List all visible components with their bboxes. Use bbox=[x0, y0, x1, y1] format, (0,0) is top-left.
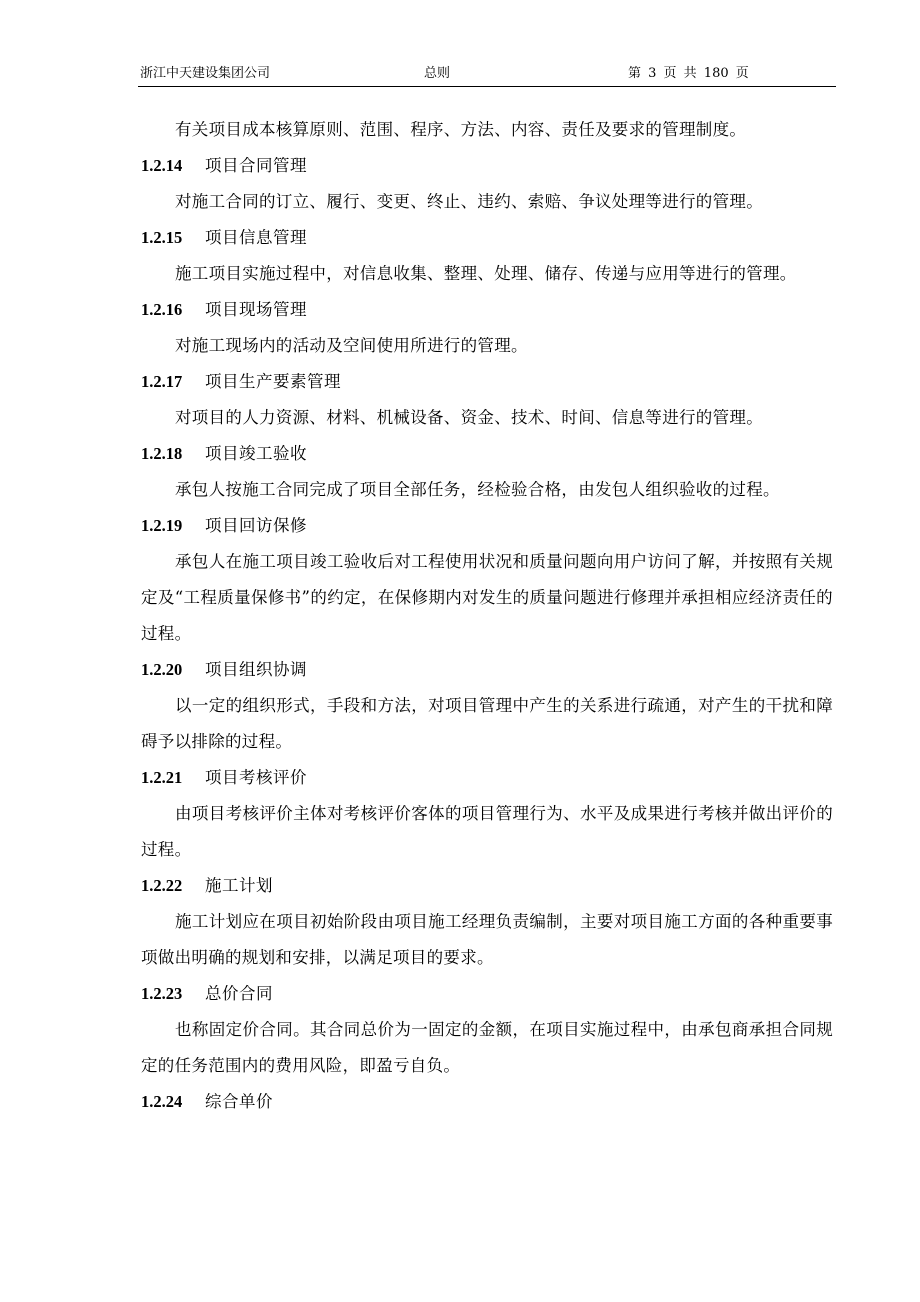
section-number: 1.2.21 bbox=[141, 768, 183, 787]
section-heading bbox=[141, 364, 833, 400]
section-number: 1.2.17 bbox=[141, 372, 183, 391]
section-heading bbox=[141, 976, 833, 1012]
page-header bbox=[138, 64, 836, 87]
paragraph: 也称固定价合同。其合同总价为一固定的金额，在项目实施过程中，由承包商承担合同规定的任务范围内的费用风险，即盈亏自负。 bbox=[141, 1020, 833, 1075]
section-number: 1.2.20 bbox=[141, 660, 183, 679]
section-heading bbox=[141, 508, 833, 544]
paragraph: 由项目考核评价主体对考核评价客体的项目管理行为、水平及成果进行考核并做出评价的过程。 bbox=[141, 804, 833, 859]
section-title: 总价合同 bbox=[205, 984, 273, 1003]
header-page-info: 第 3 页 共 180 页 bbox=[628, 66, 749, 81]
section-number: 1.2.18 bbox=[141, 444, 183, 463]
header-company: 浙江中天建设集团公司 bbox=[140, 66, 271, 81]
paragraph: 对施工合同的订立、履行、变更、终止、违约、索赔、争议处理等进行的管理。 bbox=[175, 192, 763, 211]
paragraph: 以一定的组织形式，手段和方法，对项目管理中产生的关系进行疏通，对产生的干扰和障碍予以排除的过程。 bbox=[141, 696, 833, 751]
section-number: 1.2.23 bbox=[141, 984, 183, 1003]
section-number: 1.2.22 bbox=[141, 876, 183, 895]
section-heading bbox=[141, 148, 833, 184]
paragraph: 施工计划应在项目初始阶段由项目施工经理负责编制，主要对项目施工方面的各种重要事项做出明确的规划和安排，以满足项目的要求。 bbox=[141, 912, 833, 967]
section-number: 1.2.15 bbox=[141, 228, 183, 247]
section-title: 项目考核评价 bbox=[205, 768, 307, 787]
section-title: 项目回访保修 bbox=[205, 516, 307, 535]
document-body bbox=[141, 112, 833, 1120]
section-title: 项目生产要素管理 bbox=[205, 372, 341, 391]
section-title: 施工计划 bbox=[205, 876, 273, 895]
section-heading bbox=[141, 1084, 833, 1120]
paragraph: 对项目的人力资源、材料、机械设备、资金、技术、时间、信息等进行的管理。 bbox=[175, 408, 763, 427]
section-heading bbox=[141, 292, 833, 328]
section-heading bbox=[141, 436, 833, 472]
section-title: 项目竣工验收 bbox=[205, 444, 307, 463]
section-number: 1.2.14 bbox=[141, 156, 183, 175]
section-title: 项目现场管理 bbox=[205, 300, 307, 319]
section-heading bbox=[141, 868, 833, 904]
section-title: 项目组织协调 bbox=[205, 660, 307, 679]
paragraph: 有关项目成本核算原则、范围、程序、方法、内容、责任及要求的管理制度。 bbox=[175, 120, 747, 139]
section-heading bbox=[141, 220, 833, 256]
section-title: 综合单价 bbox=[205, 1092, 273, 1111]
section-title: 项目信息管理 bbox=[205, 228, 307, 247]
paragraph: 承包人在施工项目竣工验收后对工程使用状况和质量问题向用户访问了解，并按照有关规定及“工程质量保修书”的约定，在保修期内对发生的质量问题进行修理并承担相应经济责任的过程。 bbox=[141, 552, 833, 643]
section-number: 1.2.24 bbox=[141, 1092, 183, 1111]
section-heading bbox=[141, 652, 833, 688]
section-heading bbox=[141, 760, 833, 796]
section-title: 项目合同管理 bbox=[205, 156, 307, 175]
section-number: 1.2.16 bbox=[141, 300, 183, 319]
section-number: 1.2.19 bbox=[141, 516, 183, 535]
paragraph: 施工项目实施过程中，对信息收集、整理、处理、储存、传递与应用等进行的管理。 bbox=[175, 264, 797, 283]
paragraph: 对施工现场内的活动及空间使用所进行的管理。 bbox=[175, 336, 528, 355]
paragraph: 承包人按施工合同完成了项目全部任务，经检验合格，由发包人组织验收的过程。 bbox=[175, 480, 780, 499]
header-section: 总则 bbox=[424, 66, 451, 81]
